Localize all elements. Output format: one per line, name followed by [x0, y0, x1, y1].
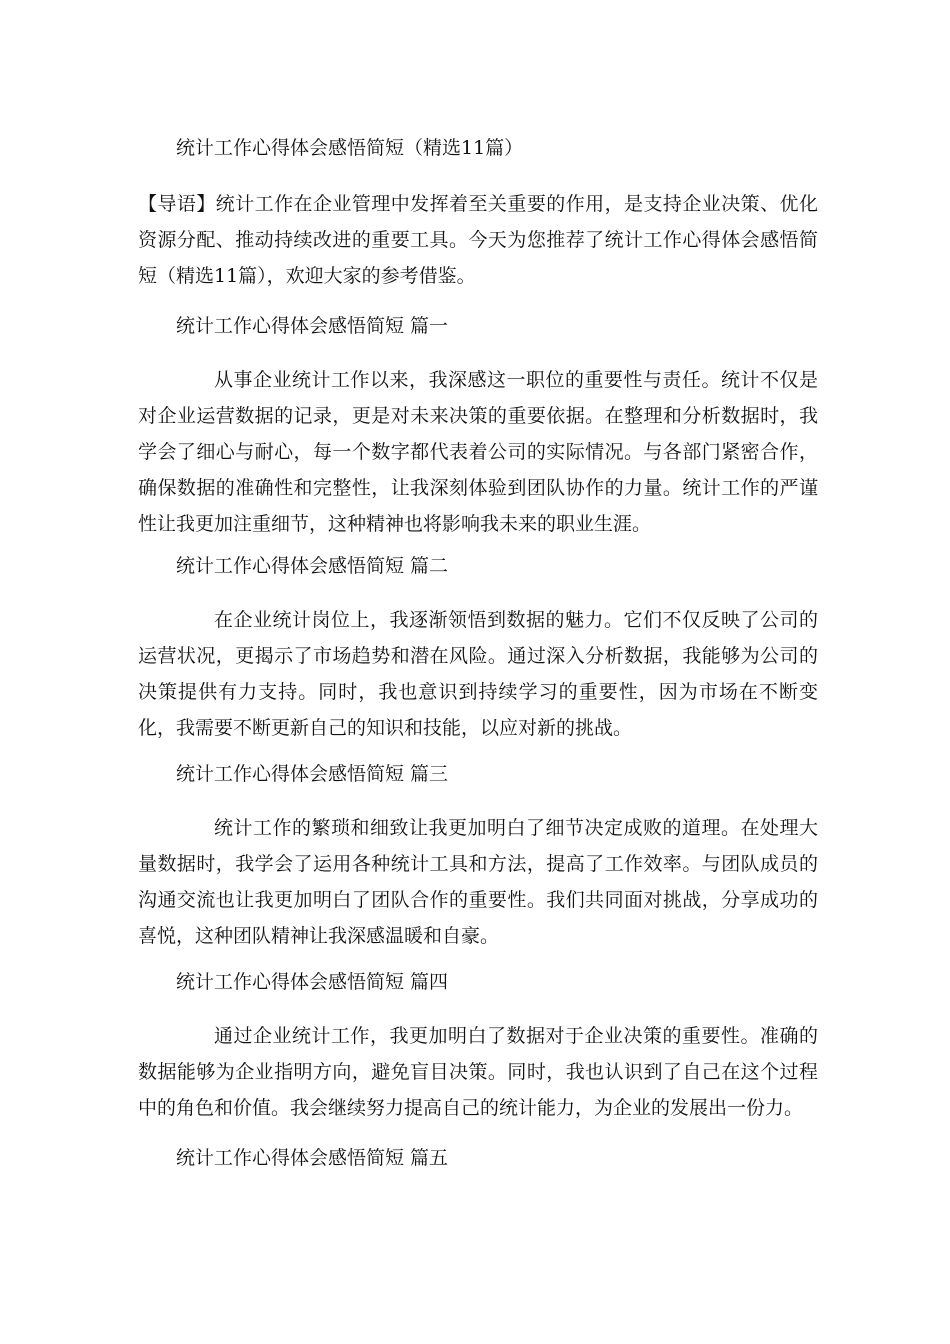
section-body-1: 从事企业统计工作以来，我深感这一职位的重要性与责任。统计不仅是对企业运营数据的记录，更是对未来决策的重要依据。在整理和分析数据时，我学会了细心与耐心，每一个数字都代表着公司的实际情况。与各部门紧密合作，确保数据的准确性和完整性，让我深刻体验到团队协作的力量。统计工作的严谨性让我更加注重细节，这种精神也将影响我未来的职业生涯。 — [138, 369, 818, 535]
document-title: 统计工作心得体会感悟简短（精选11篇） — [176, 137, 524, 159]
section-heading-3: 统计工作心得体会感悟简短 篇三 — [176, 763, 449, 785]
section-heading-1: 统计工作心得体会感悟简短 篇一 — [176, 315, 449, 337]
section-body-4: 通过企业统计工作，我更加明白了数据对于企业决策的重要性。准确的数据能够为企业指明方向，避免盲目决策。同时，我也认识到了自己在这个过程中的角色和价值。我会继续努力提高自己的统计能力，为企业的发展出一份力。 — [138, 1025, 818, 1119]
section-heading-2: 统计工作心得体会感悟简短 篇二 — [176, 555, 449, 577]
section-heading-5: 统计工作心得体会感悟简短 篇五 — [176, 1147, 449, 1169]
section-heading-4: 统计工作心得体会感悟简短 篇四 — [176, 971, 449, 993]
intro-paragraph: 【导语】统计工作在企业管理中发挥着至关重要的作用，是支持企业决策、优化资源分配、推动持续改进的重要工具。今天为您推荐了统计工作心得体会感悟简短（精选11篇），欢迎大家的参考借鉴。 — [138, 193, 818, 287]
section-body-2: 在企业统计岗位上，我逐渐领悟到数据的魅力。它们不仅反映了公司的运营状况，更揭示了市场趋势和潜在风险。通过深入分析数据，我能够为公司的决策提供有力支持。同时，我也意识到持续学习的重要性，因为市场在不断变化，我需要不断更新自己的知识和技能，以应对新的挑战。 — [138, 609, 818, 739]
section-body-3: 统计工作的繁琐和细致让我更加明白了细节决定成败的道理。在处理大量数据时，我学会了运用各种统计工具和方法，提高了工作效率。与团队成员的沟通交流也让我更加明白了团队合作的重要性。我们共同面对挑战，分享成功的喜悦，这种团队精神让我深感温暖和自豪。 — [138, 817, 818, 947]
